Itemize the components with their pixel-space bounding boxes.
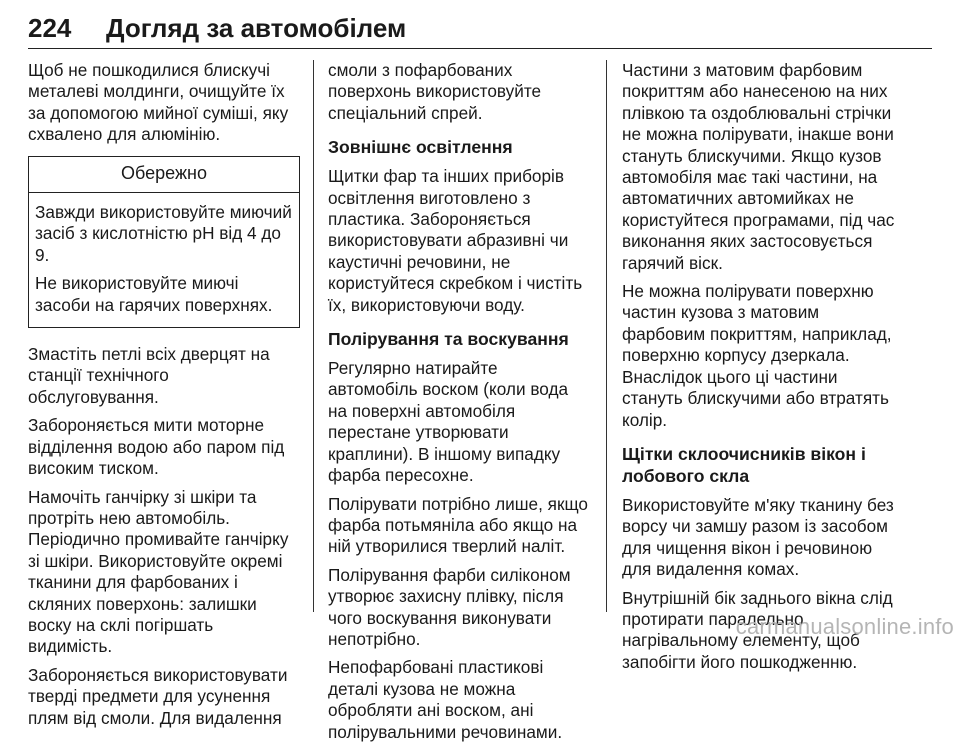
page-number: 224 bbox=[28, 12, 72, 43]
caution-text: Завжди використовуйте миючий засіб з кислотністю pH від 4 до 9. bbox=[35, 202, 292, 265]
column-2 bbox=[328, 60, 590, 750]
column-1 bbox=[28, 60, 300, 736]
paragraph: Намочіть ганчірку зі шкіри та протріть нею автомобіль. Періодично промивайте ганчірку зі шкіри. Використовуйте окремі тканини для фарбованих і скляних поверхонь: залишки воску на склі погіршать видимість. bbox=[28, 486, 289, 657]
paragraph: Полірувати потрібно лише, якщо фарба потьмяніла або якщо на ній утворилися тверлий наліт. bbox=[328, 493, 588, 557]
caution-heading: Обережно bbox=[29, 157, 299, 193]
paragraph: Частини з матовим фарбовим покриттям або нанесеною на них плівкою та оздоблювальні стрічки не можна полірувати, інакше вони стануть блискучими. Якщо кузов автомобіля має такі частини, на автоматичних автомийках не користуйтеся програмами, під час виконання яких застосовується гарячий віск. bbox=[622, 60, 895, 273]
page-title: Догляд за автомобілем bbox=[106, 12, 407, 43]
column-3 bbox=[622, 60, 897, 680]
watermark: carmanualsonline.info bbox=[735, 614, 954, 639]
paragraph: Щоб не пошкодилися блискучі металеві молдинги, очищуйте їх за допомогою мийної суміші, яку схвалено для алюмінію. bbox=[28, 60, 289, 145]
page-header bbox=[28, 8, 932, 49]
caution-body bbox=[29, 193, 299, 327]
paragraph: Внутрішній бік заднього вікна слід протирати паралельно нагрівальному елементу, щоб запобігти його пошкодженню. bbox=[622, 587, 893, 672]
paragraph: смоли з пофарбованих поверхонь використовуйте спеціальний спрей. bbox=[328, 60, 542, 123]
section-heading-wiper-blades: Щітки склоочисників вікон і лобового скла bbox=[622, 443, 866, 486]
caution-box bbox=[28, 156, 300, 328]
paragraph: Забороняється мити моторне відділення водою або паром під високим тиском. bbox=[28, 415, 285, 479]
column-divider bbox=[313, 60, 314, 612]
paragraph: Не можна полірувати поверхню частин кузова з матовим фарбовим покриттям, наприклад, поверхню корпусу дзеркала. Внаслідок цього ці частини стануть блискучими або втратять колір. bbox=[622, 281, 892, 430]
section-heading-exterior-lighting: Зовнішнє освітлення bbox=[328, 137, 513, 158]
paragraph: Забороняється використовувати тверді предмети для усунення плям від смоли. Для видалення bbox=[28, 664, 288, 728]
section-heading-polishing: Полірування та воскування bbox=[328, 329, 569, 350]
paragraph: Використовуйте м'яку тканину без ворсу чи замшу разом із засобом для чищення вікон і речовиною для видалення комах. bbox=[622, 494, 894, 580]
paragraph: Непофарбовані пластикові деталі кузова не можна обробляти ані воском, ані полірувальними речовинами. bbox=[328, 657, 563, 742]
paragraph: Змастіть петлі всіх дверцят на станції технічного обслуговування. bbox=[28, 344, 270, 407]
paragraph: Регулярно натирайте автомобіль воском (коли вода на поверхні автомобіля перестане утворювати краплини). В іншому випадку фарба пересохне. bbox=[328, 358, 569, 486]
column-divider bbox=[606, 60, 607, 612]
caution-text: Не використовуйте миючі засоби на гарячих поверхнях. bbox=[35, 273, 273, 315]
paragraph: Полірування фарби силіконом утворює захисну плівку, після чого воскування виконувати непотрібно. bbox=[328, 564, 571, 649]
paragraph: Щитки фар та інших приборів освітлення виготовлено з пластика. Забороняється використовувати абразивні чи каустичні речовини, не користуйтеся скребком і чистіть їх, використовуючи воду. bbox=[328, 166, 583, 315]
